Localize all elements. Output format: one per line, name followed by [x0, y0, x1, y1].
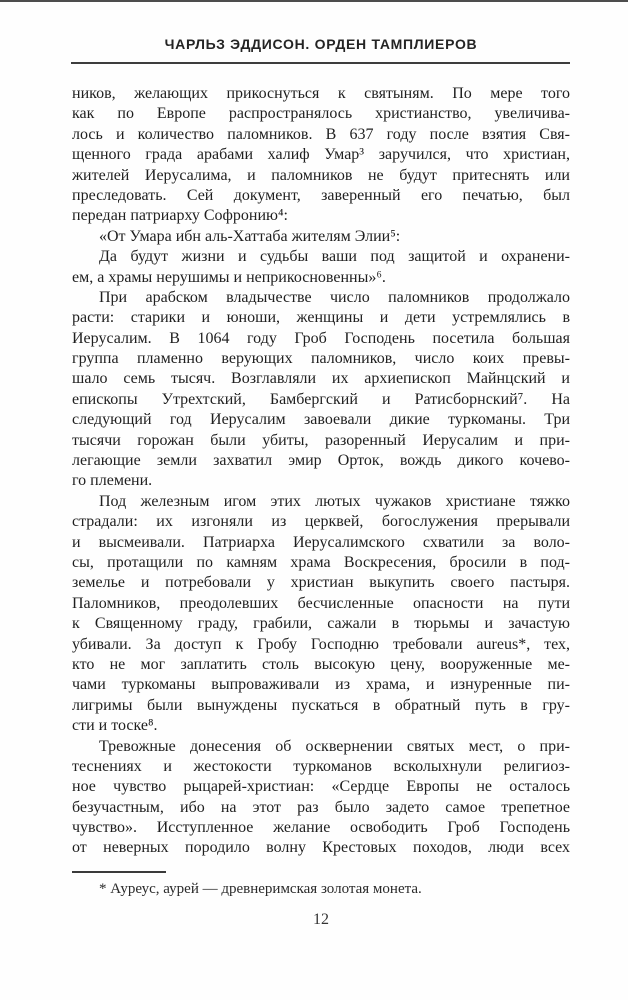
- text-line: Под железным игом этих лютых чужаков христиане тяжко: [99, 492, 570, 510]
- text-line: ное чувство рыцарей-христиан: «Сердце Европы не осталось: [72, 778, 570, 796]
- text-line: легающие земли захватил эмир Орток, вождь дикого кочево-: [72, 452, 570, 470]
- page-number: 12: [313, 911, 329, 928]
- footnote-rule: [72, 871, 166, 873]
- text-line: го племени.: [72, 472, 153, 490]
- paragraph: [72, 227, 570, 247]
- text-line: ем, а храмы нерушимы и неприкосновенны»⁶.: [72, 268, 386, 286]
- paragraph: [72, 492, 570, 737]
- text-line: и высмеивали. Патриарха Иерусалимского схватили за воло-: [72, 533, 570, 551]
- text-line: передан патриарху Софронию⁴:: [72, 207, 288, 225]
- text-line: к Священному граду, грабили, сажали в тюрьмы и зачастую: [72, 615, 570, 633]
- text-line: сти и тоске⁸.: [72, 717, 158, 735]
- text-line: епископы Утрехтский, Бамбергский и Ратисборнский⁷. На: [72, 390, 570, 408]
- paragraph: [72, 288, 570, 492]
- text-line: страдали: их изгоняли из церквей, богослужения прерывали: [72, 513, 570, 531]
- text-line: кто не мог заплатить столь высокую цену, вооруженные ме-: [72, 655, 570, 673]
- text-line: безучастным, ибо на этот раз было задето самое трепетное: [72, 798, 570, 816]
- footnote-text: * Ауреус, аурей — древнеримская золотая монета.: [99, 881, 422, 897]
- paragraph: [72, 247, 570, 288]
- text-line: преследовать. Сей документ, заверенный его печатью, был: [72, 186, 570, 204]
- body-text: [72, 84, 570, 859]
- text-line: жителей Иерусалима, и паломников не будут притеснять или: [72, 166, 570, 184]
- text-line: сы, протащили по камням храма Воскресения, бросили в под-: [72, 553, 570, 571]
- text-line: лигримы были вынуждены пускаться в обратный путь в гру-: [72, 696, 570, 714]
- text-line: Паломников, преодолевших бесчисленные опасности на пути: [72, 594, 570, 612]
- text-line: «От Умара ибн аль-Хаттаба жителям Элии⁵:: [99, 227, 401, 245]
- text-line: При арабском владычестве число паломников продолжало: [99, 288, 570, 306]
- text-line: Иерусалим. В 1064 году Гроб Господень посетила большая: [72, 329, 570, 347]
- text-line: группа пламенно верующих паломников, число коих превы-: [72, 350, 570, 368]
- text-line: Тревожные донесения об осквернении святых мест, о при-: [99, 737, 570, 755]
- text-line: тысячи горожан были убиты, разоренный Иерусалим и при-: [72, 431, 570, 449]
- paragraph: [72, 84, 570, 227]
- paragraph: [72, 737, 570, 859]
- text-line: ников, желающих прикоснуться к святыням. По мере того: [72, 85, 570, 102]
- text-line: теснениях и жестокости туркоманов всколыхнули религиоз-: [72, 757, 570, 775]
- text-line: Да будут жизни и судьбы ваши под защитой и охранени-: [99, 248, 570, 266]
- text-line: лось и количество паломников. В 637 году после взятия Свя-: [72, 125, 570, 143]
- text-line: как по Европе распространялось христианство, увеличива-: [72, 105, 570, 123]
- running-header-title: ЧАРЛЬЗ ЭДДИСОН. ОРДЕН ТАМПЛИЕРОВ: [164, 36, 478, 52]
- text-line: убивали. За доступ к Гробу Господню требовали aureus*, тех,: [72, 635, 570, 653]
- text-line: щенного града арабами халиф Умар³ заручился, что христиан,: [72, 146, 570, 164]
- text-line: от неверных породило волну Крестовых походов, люди всех: [72, 839, 570, 857]
- header-rule: [71, 62, 570, 64]
- text-line: шало семь тысяч. Возглавляли их архиепископ Майнцский и: [72, 370, 570, 388]
- text-line: расти: старики и юноши, женщины и дети устремлялись в: [72, 309, 570, 327]
- text-line: чами туркоманы выпроваживали из храма, и изнуренные пи-: [72, 676, 570, 694]
- text-line: чувство». Исступленное желание освободить Гроб Господень: [72, 819, 570, 837]
- text-line: следующий год Иерусалим завоевали дикие туркоманы. Три: [72, 411, 570, 429]
- text-line: земелье и потребовали у христиан выкупить своего пастыря.: [72, 574, 570, 592]
- scan-edge-line: [0, 0, 628, 2]
